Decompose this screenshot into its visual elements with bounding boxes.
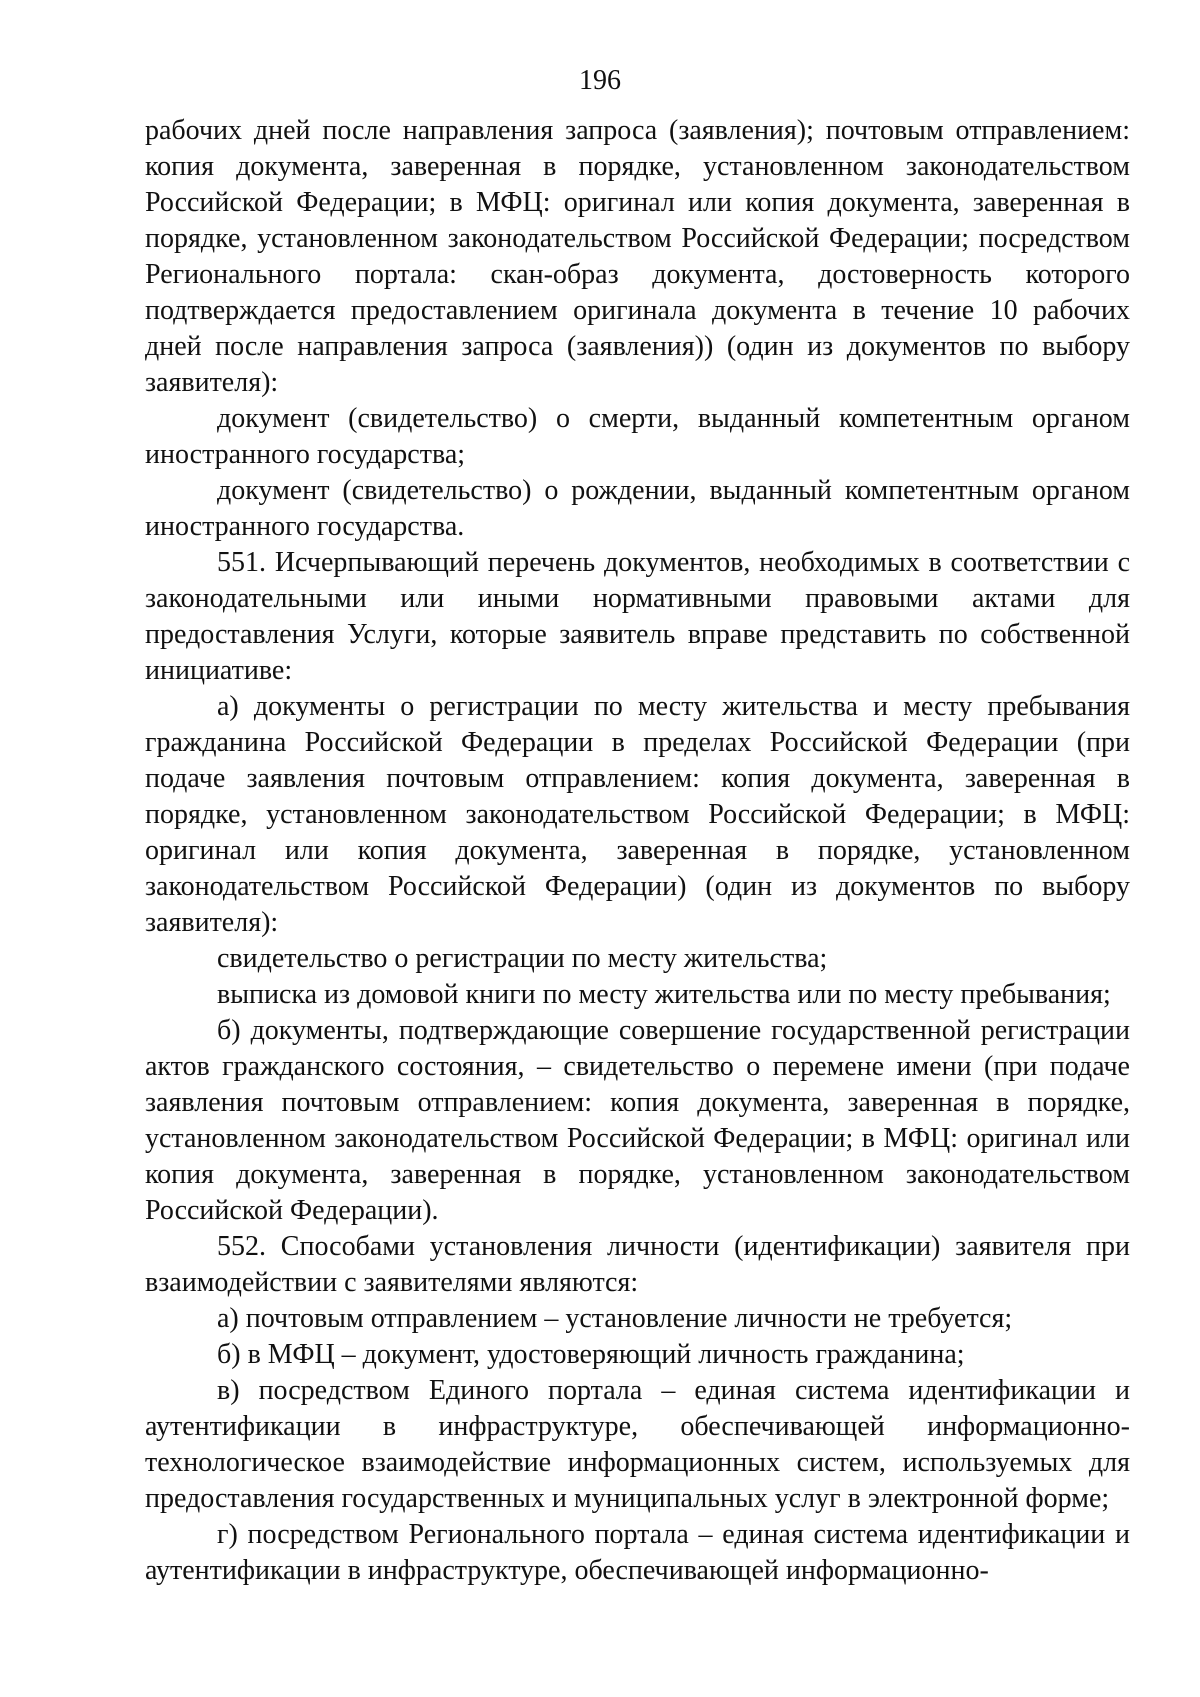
paragraph-552: 552. Способами установления личности (идентификации) заявителя при взаимодействии с заявителями являются: bbox=[145, 1231, 1130, 1298]
paragraph-552-a: а) почтовым отправлением – установление личности не требуется; bbox=[217, 1303, 1013, 1334]
paragraph-552-b: б) в МФЦ – документ, удостоверяющий личность гражданина; bbox=[217, 1339, 965, 1370]
paragraph-birth-certificate: документ (свидетельство) о рождении, выданный компетентным органом иностранного государства. bbox=[145, 475, 1130, 542]
paragraph-551-a: а) документы о регистрации по месту жительства и месту пребывания гражданина Российской Федерации в пределах Российской Федерации (при подаче заявления почтовым отправлением: копия документа, заверенная в порядке, установленном законодательством Российской Федерации; в МФЦ: оригинал или копия документа, заверенная в порядке, установленном законодательством Российской Федерации) (один из документов по выбору заявителя): bbox=[145, 691, 1130, 938]
document-body bbox=[145, 113, 1130, 1589]
paragraph-551: 551. Исчерпывающий перечень документов, необходимых в соответствии с законодательными или иными нормативными правовыми актами для предоставления Услуги, которые заявитель вправе представить по собственной инициативе: bbox=[145, 547, 1130, 686]
page-number: 196 bbox=[579, 65, 621, 96]
paragraph-house-book-extract: выписка из домовой книги по месту жительства или по месту пребывания; bbox=[217, 979, 1111, 1010]
paragraph-death-certificate: документ (свидетельство) о смерти, выданный компетентным органом иностранного государства; bbox=[145, 403, 1130, 470]
paragraph-552-g: г) посредством Регионального портала – единая система идентификации и аутентификации в инфраструктуре, обеспечивающей информационно- bbox=[145, 1519, 1130, 1586]
paragraph-551-b: б) документы, подтверждающие совершение государственной регистрации актов гражданского состояния, – свидетельство о перемене имени (при подаче заявления почтовым отправлением: копия документа, заверенная в порядке, установленном законодательством Российской Федерации; в МФЦ: оригинал или копия документа, заверенная в порядке, установленном законодательством Российской Федерации). bbox=[145, 1015, 1130, 1226]
paragraph-552-v: в) посредством Единого портала – единая система идентификации и аутентификации в инфраструктуре, обеспечивающей информационно-технологическое взаимодействие информационных систем, используемых для предоставления государственных и муниципальных услуг в электронной форме; bbox=[145, 1375, 1130, 1514]
paragraph-registration-certificate: свидетельство о регистрации по месту жительства; bbox=[217, 943, 828, 974]
paragraph-continuation: рабочих дней после направления запроса (заявления); почтовым отправлением: копия документа, заверенная в порядке, установленном законодательством Российской Федерации; в МФЦ: оригинал или копия документа, заверенная в порядке, установленном законодательством Российской Федерации; посредством Регионального портала: скан-образ документа, достоверность которого подтверждается предоставлением оригинала документа в течение 10 рабочих дней после направления запроса (заявления)) (один из документов по выбору заявителя): bbox=[145, 115, 1130, 398]
